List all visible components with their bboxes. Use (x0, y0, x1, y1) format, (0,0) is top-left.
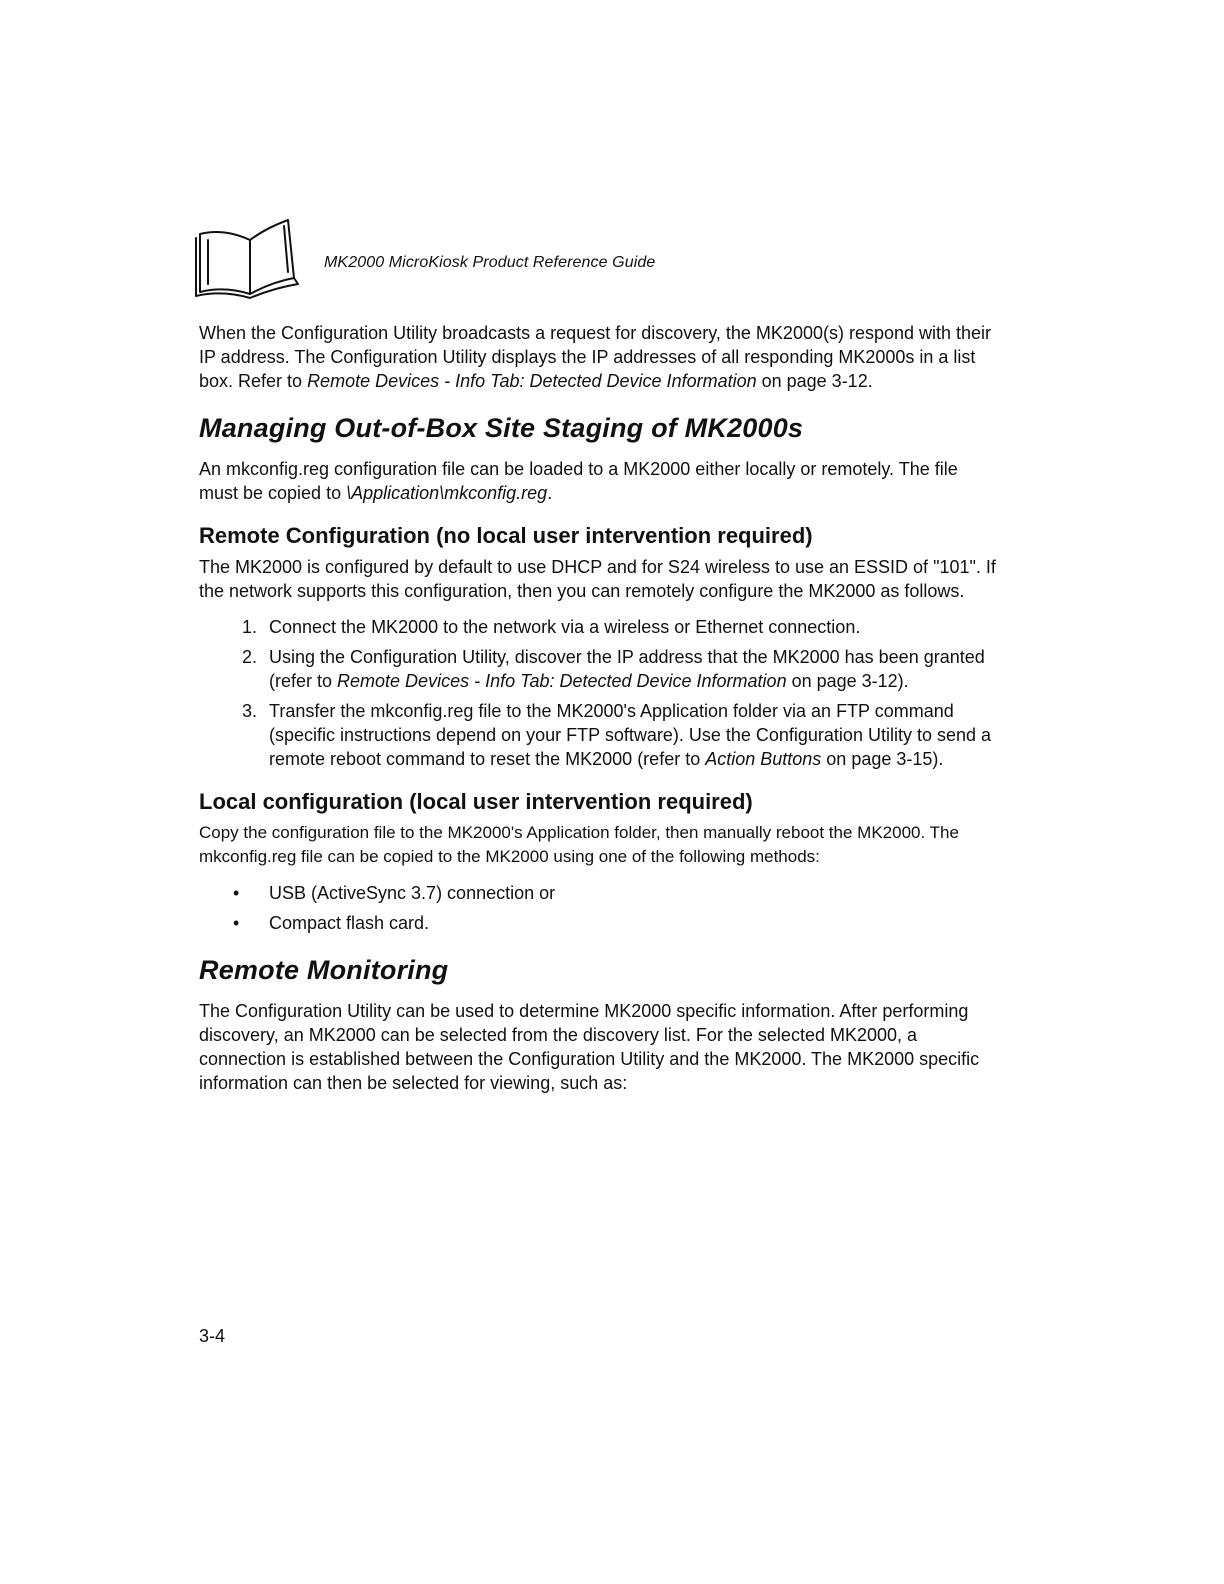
step-text (269, 615, 999, 639)
local-config-methods (199, 881, 999, 935)
step-item (199, 645, 999, 693)
managing-text-end: . (547, 483, 553, 503)
remote-config-steps (199, 615, 999, 771)
step-number: 2. (241, 647, 257, 667)
managing-text: An mkconfig.reg configuration file can be loaded to a MK2000 either locally or remotely. The file must be copied to (199, 459, 958, 503)
step-text (269, 699, 999, 771)
remote-config-intro: The MK2000 is configured by default to use DHCP and for S24 wireless to use an ESSID of "101". If the network supports this configuration, then you can remotely configure the MK2000 as follows. (199, 557, 996, 601)
monitoring-paragraph: The Configuration Utility can be used to determine MK2000 specific information. After performing discovery, an MK2000 can be selected from the discovery list. For the selected MK2000, a connection is established between the Configuration Utility and the MK2000. The MK2000 specific information can then be selected for viewing, such as: (199, 1001, 980, 1093)
intro-text-end: on page 3-12. (756, 371, 873, 391)
step-text-end: on page 3-12). (786, 671, 909, 691)
book-icon (194, 214, 302, 300)
heading-local-configuration: Local configuration (local user intervention required) (199, 789, 753, 814)
bullet-text: Compact flash card. (269, 913, 430, 933)
bullet-item (199, 911, 999, 935)
intro-paragraph (199, 321, 999, 393)
config-file-path: \Application\mkconfig.reg (346, 483, 548, 503)
intro-cross-reference: Remote Devices - Info Tab: Detected Device Information (307, 371, 757, 391)
page-content (199, 321, 999, 1095)
managing-paragraph (199, 457, 999, 505)
step-cross-reference: Action Buttons (705, 749, 822, 769)
local-config-intro: Copy the configuration file to the MK2000's Application folder, then manually reboot the MK2000. The mkconfig.reg file can be copied to the MK2000 using one of the following methods: (199, 823, 959, 866)
heading-remote-monitoring: Remote Monitoring (199, 955, 449, 985)
step-item (199, 699, 999, 771)
bullet-marker: • (233, 883, 240, 903)
step-text (269, 645, 999, 693)
step-number: 3. (241, 701, 257, 721)
step-text-body: Transfer the mkconfig.reg file to the MK2000's Application folder via an FTP command (specific instructions depend on your FTP software). Use the Configuration Utility to send a remote reboot command to reset the MK2000 (refer to (269, 701, 992, 769)
step-text-body: Connect the MK2000 to the network via a wireless or Ethernet connection. (269, 617, 861, 637)
step-item (199, 615, 999, 639)
bullet-marker: • (233, 913, 240, 933)
step-text-end: on page 3-15). (821, 749, 944, 769)
step-number: 1. (241, 617, 257, 637)
bullet-text: USB (ActiveSync 3.7) connection or (269, 883, 556, 903)
heading-managing-staging: Managing Out-of-Box Site Staging of MK2000s (199, 413, 804, 443)
heading-remote-configuration: Remote Configuration (no local user intervention required) (199, 523, 813, 548)
intro-text: When the Configuration Utility broadcasts a request for discovery, the MK2000(s) respond with their IP address. The Configuration Utility displays the IP addresses of all responding MK2000s in a list box. Refer to (199, 323, 992, 391)
step-cross-reference: Remote Devices - Info Tab: Detected Device Information (337, 671, 787, 691)
step-text-body: Using the Configuration Utility, discover the IP address that the MK2000 has been granted (refer to (269, 647, 985, 691)
running-header-title: MK2000 MicroKiosk Product Reference Guide (324, 254, 656, 271)
bullet-item (199, 881, 999, 905)
page-number: 3-4 (199, 1326, 226, 1346)
